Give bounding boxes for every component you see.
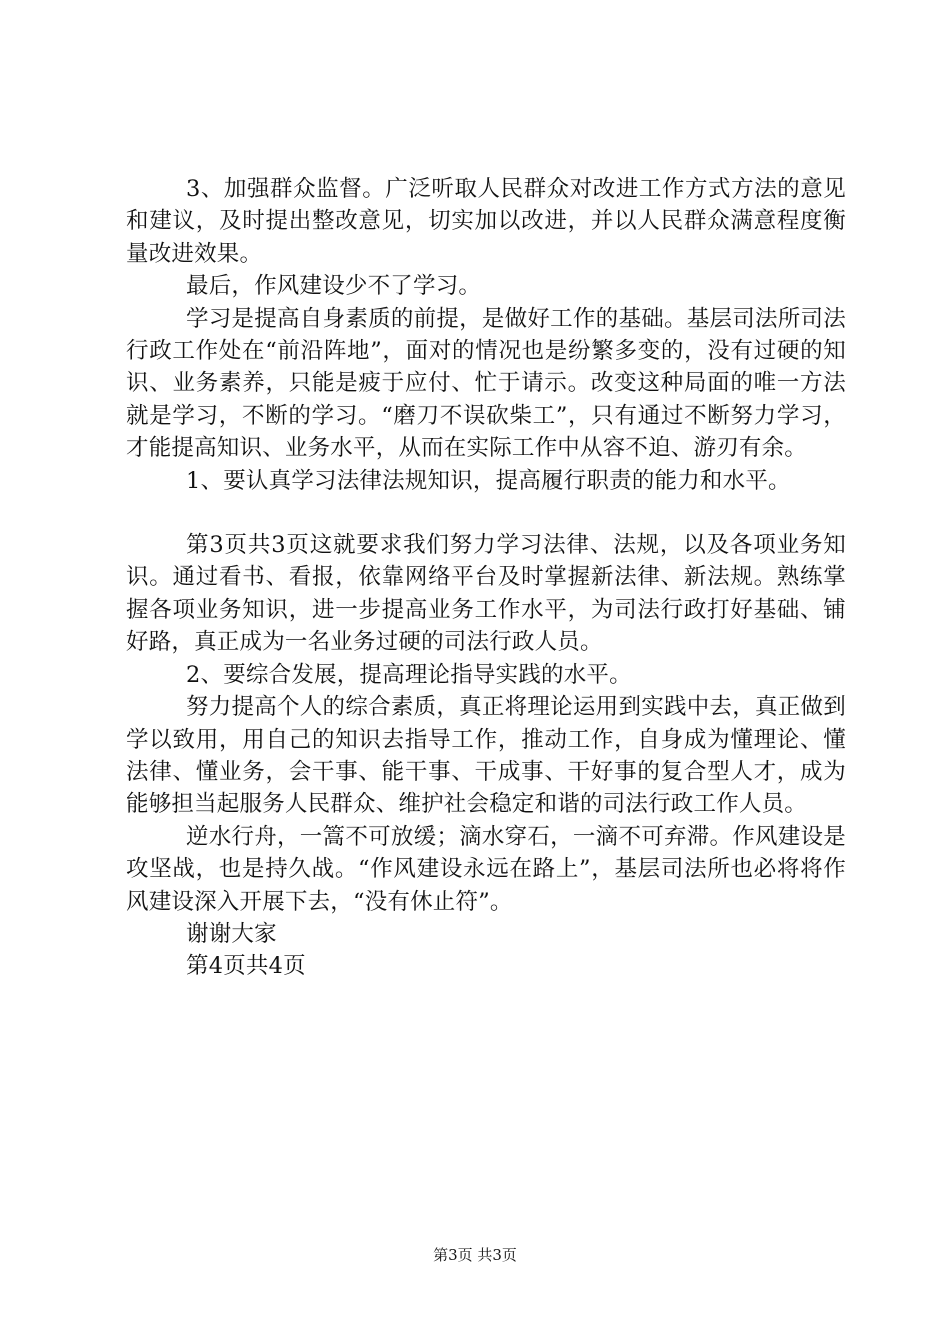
paragraph-quality: 努力提高个人的综合素质，真正将理论运用到实践中去，真正做到学以致用，用自己的知识去指导工作，推动工作，自身成为懂理论、懂法律、懂业务，会干事、能干事、干成事、干好事的复合型人才，成为能够担当起服务人民群众、维护社会稳定和谐的司法行政工作人员。 xyxy=(126,694,846,818)
paragraph-inline-page-number: 第4页共4页 xyxy=(186,953,306,980)
paragraph-study-intro: 最后，作风建设少不了学习。 xyxy=(186,273,482,300)
paragraph-study-requirements: 第3页共3页这就要求我们努力学习法律、法规，以及各项业务知识。通过看书、看报，依靠网络平台及时掌握新法律、新法规。熟练掌握各项业务知识，进一步提高业务工作水平，为司法行政打好基础、铺好路，真正成为一名业务过硬的司法行政人员。 xyxy=(126,532,846,656)
paragraph-study-law: 1、要认真学习法律法规知识，提高履行职责的能力和水平。 xyxy=(186,467,791,494)
paragraph-conclusion: 逆水行舟，一篙不可放缓；滴水穿石，一滴不可弃滞。作风建设是攻坚战，也是持久战。“作风建设永远在路上”，基层司法所也必将将作风建设深入开展下去，“没有休止符”。 xyxy=(126,823,846,915)
paragraph-gap xyxy=(126,497,846,529)
paragraph-comprehensive: 2、要综合发展，提高理论指导实践的水平。 xyxy=(186,661,632,688)
paragraph-supervision: 3、加强群众监督。广泛听取人民群众对改进工作方式方法的意见和建议，及时提出整改意见，切实加以改进，并以人民群众满意程度衡量改进效果。 xyxy=(126,176,846,267)
page-footer: 第3页 共3页 xyxy=(433,1246,517,1264)
paragraph-thanks: 谢谢大家 xyxy=(186,920,277,947)
paragraph-study-basis: 学习是提高自身素质的前提，是做好工作的基础。基层司法所司法行政工作处在“前沿阵地”，面对的情况也是纷繁多变的，没有过硬的知识、业务素养，只能是疲于应付、忙于请示。改变这种局面的唯一方法就是学习，不断的学习。“磨刀不误砍柴工”，只有通过不断努力学习，才能提高知识、业务水平，从而在实际工作中从容不迫、游刃有余。 xyxy=(126,305,846,462)
document-body xyxy=(126,173,846,983)
